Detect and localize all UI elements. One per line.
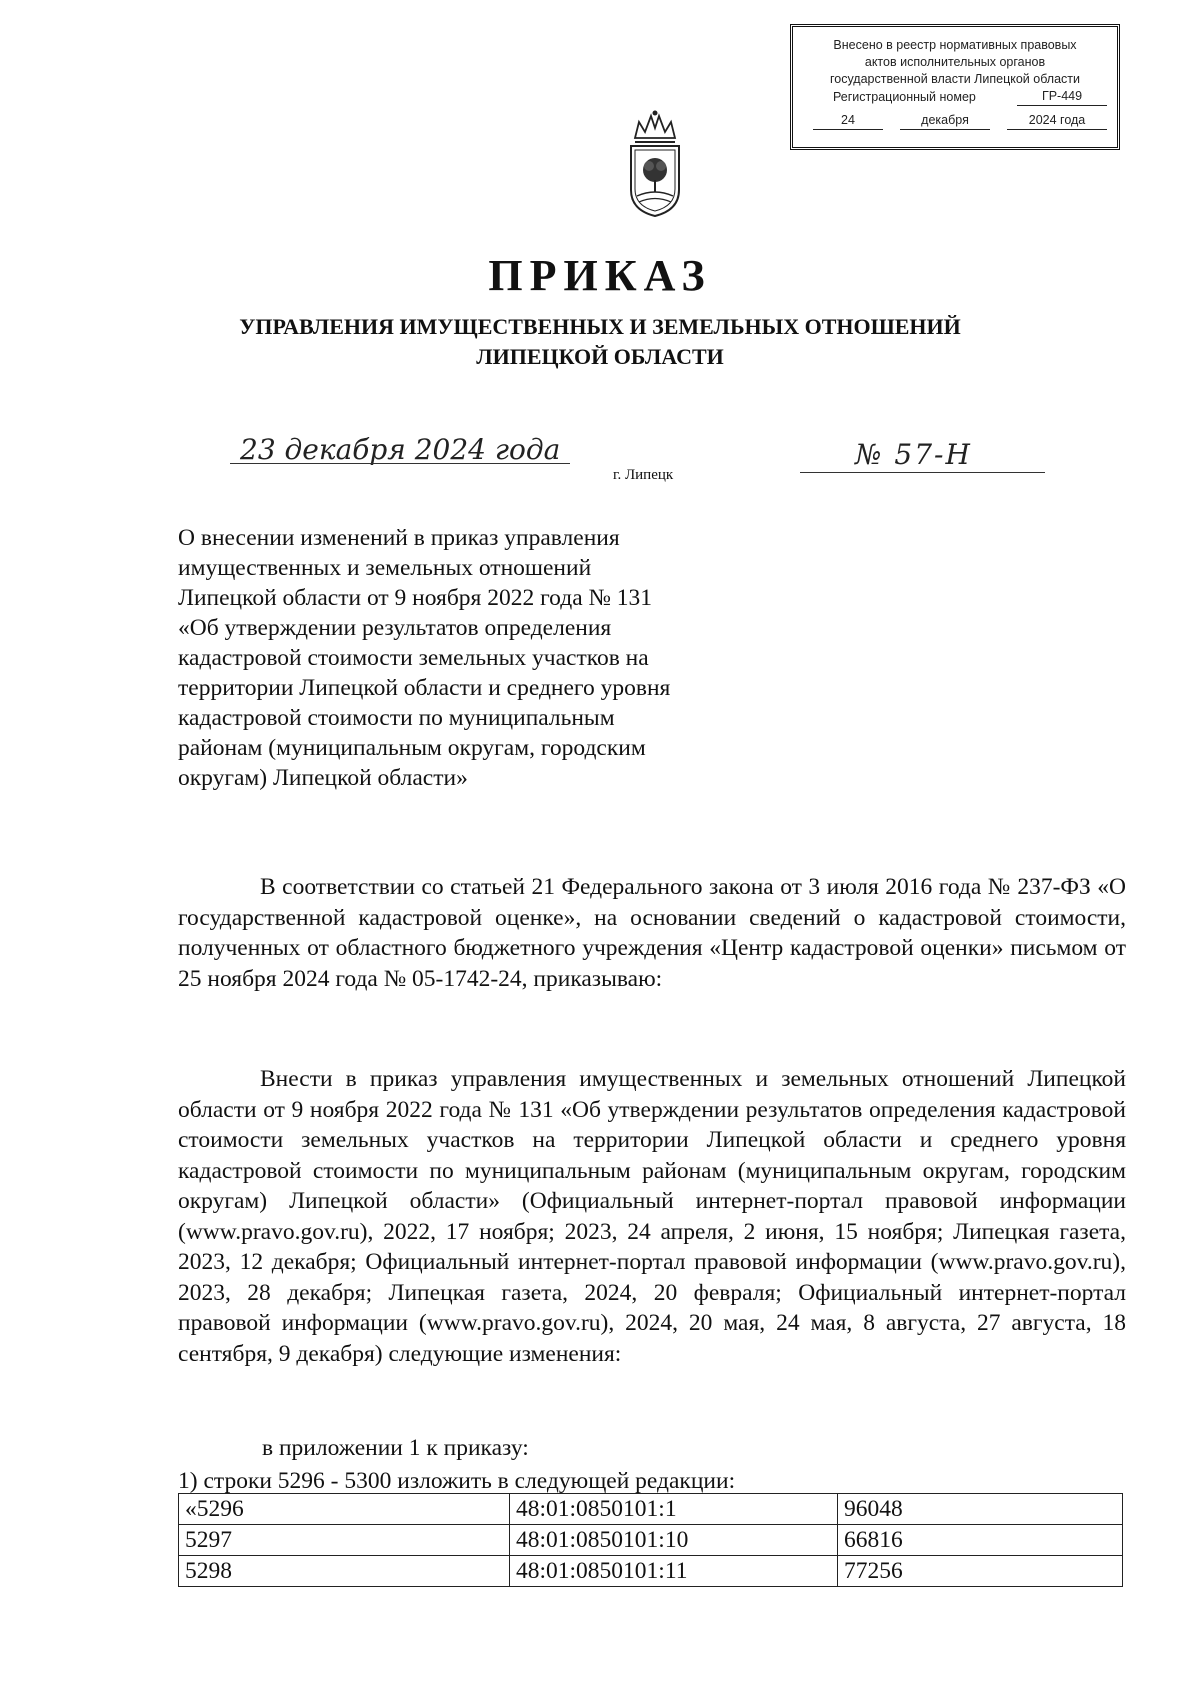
cadastral-value-cell: 66816 [838,1525,1123,1556]
handwritten-date [240,433,560,466]
stamp-day: 24 [813,112,883,130]
date-underline [230,463,570,464]
subject-line: О внесении изменений в приказ управления [178,525,620,551]
subject-line: Липецкой области от 9 ноября 2022 года № 131 [178,585,653,611]
cadastral-number-cell: 48:01:0850101:10 [510,1525,838,1556]
table-row [179,1525,1123,1556]
cadastral-table [178,1493,1123,1587]
subject-line: имущественных и земельных отношений [178,555,592,581]
handwritten-date-text: 23 декабря 2024 года [240,433,561,466]
subject-line: «Об утверждении результатов определения [178,615,612,641]
stamp-reg-label: Регистрационный номер [833,90,976,104]
document-title: ПРИКАЗ [488,251,712,300]
subject-line: кадастровой стоимости земельных участков на [178,645,649,671]
organization-name [0,312,1200,372]
stamp-reg-number: ГР-449 [1017,88,1107,106]
subject-line: кадастровой стоимости по муниципальным [178,705,615,731]
appendix-line: в приложении 1 к приказу: [262,1435,529,1461]
table-row [179,1494,1123,1525]
coat-of-arms-icon [625,100,685,220]
stamp-line-3: государственной власти Липецкой области [829,72,1081,86]
subject-line: округам) Липецкой области» [178,765,468,791]
cadastral-number-cell: 48:01:0850101:11 [510,1556,838,1587]
body-paragraph-1: В соответствии со статьей 21 Федерального закона от 3 июля 2016 года № 237-ФЗ «О государственной кадастровой оценке», на основании сведений о кадастровой стоимости, полученных от областного бюджетного учреждения «Центр кадастровой оценки» письмом от 25 ноября 2024 года № 05-1742-24, приказываю: [178,874,1126,992]
organization-line-2: ЛИПЕЦКОЙ ОБЛАСТИ [476,344,724,369]
cadastral-number-cell: 48:01:0850101:1 [510,1494,838,1525]
subject-line: районам (муниципальным округам, городским [178,735,646,761]
row-number-cell: 5298 [179,1556,510,1587]
row-number-cell: «5296 [179,1494,510,1525]
body-paragraph-2: Внести в приказ управления имущественных и земельных отношений Липецкой области от 9 ноября 2022 года № 131 «Об утверждении результатов определения кадастровой стоимости земельных участков на территории Липецкой области и среднего уровня кадастровой стоимости по муниципальным районам (муниципальным округам, городским округам) Липецкой области» (Официальный интернет-портал правовой информации (www.pravo.gov.ru), 2022, 17 ноября; 2023, 24 апреля, 2 июня, 15 ноября; Липецкая газета, 2023, 12 декабря; Официальный интернет-портал правовой информации (www.pravo.gov.ru), 2023, 28 декабря; Липецкая газета, 2024, 20 февраля; Официальный интернет-портал правовой информации (www.pravo.gov.ru), 2024, 20 мая, 24 мая, 8 августа, 27 августа, 18 сентября, 9 декабря) следующие изменения: [178,1066,1126,1367]
document-subject [178,523,778,793]
city-label: г. Липецк [613,467,674,483]
stamp-year: 2024 года [1007,112,1107,130]
subject-line: территории Липецкой области и среднего уровня [178,675,671,701]
stamp-month: декабря [900,112,990,130]
cadastral-value-cell: 96048 [838,1494,1123,1525]
table-row [179,1556,1123,1587]
organization-line-1: УПРАВЛЕНИЯ ИМУЩЕСТВЕННЫХ И ЗЕМЕЛЬНЫХ ОТНОШЕНИЙ [239,314,961,339]
cadastral-value-cell: 77256 [838,1556,1123,1587]
handwritten-number: № 57-Н [855,438,972,471]
registry-stamp [790,24,1120,150]
stamp-date-row [803,112,1107,130]
stamp-line-2: актов исполнительных органов [864,55,1046,69]
stamp-line-1: Внесено в реестр нормативных правовых [833,38,1077,52]
row-number-cell: 5297 [179,1525,510,1556]
rows-instruction: 1) строки 5296 - 5300 изложить в следующей редакции: [178,1468,736,1494]
stamp-reg-row [803,88,1107,106]
number-underline [800,472,1045,473]
